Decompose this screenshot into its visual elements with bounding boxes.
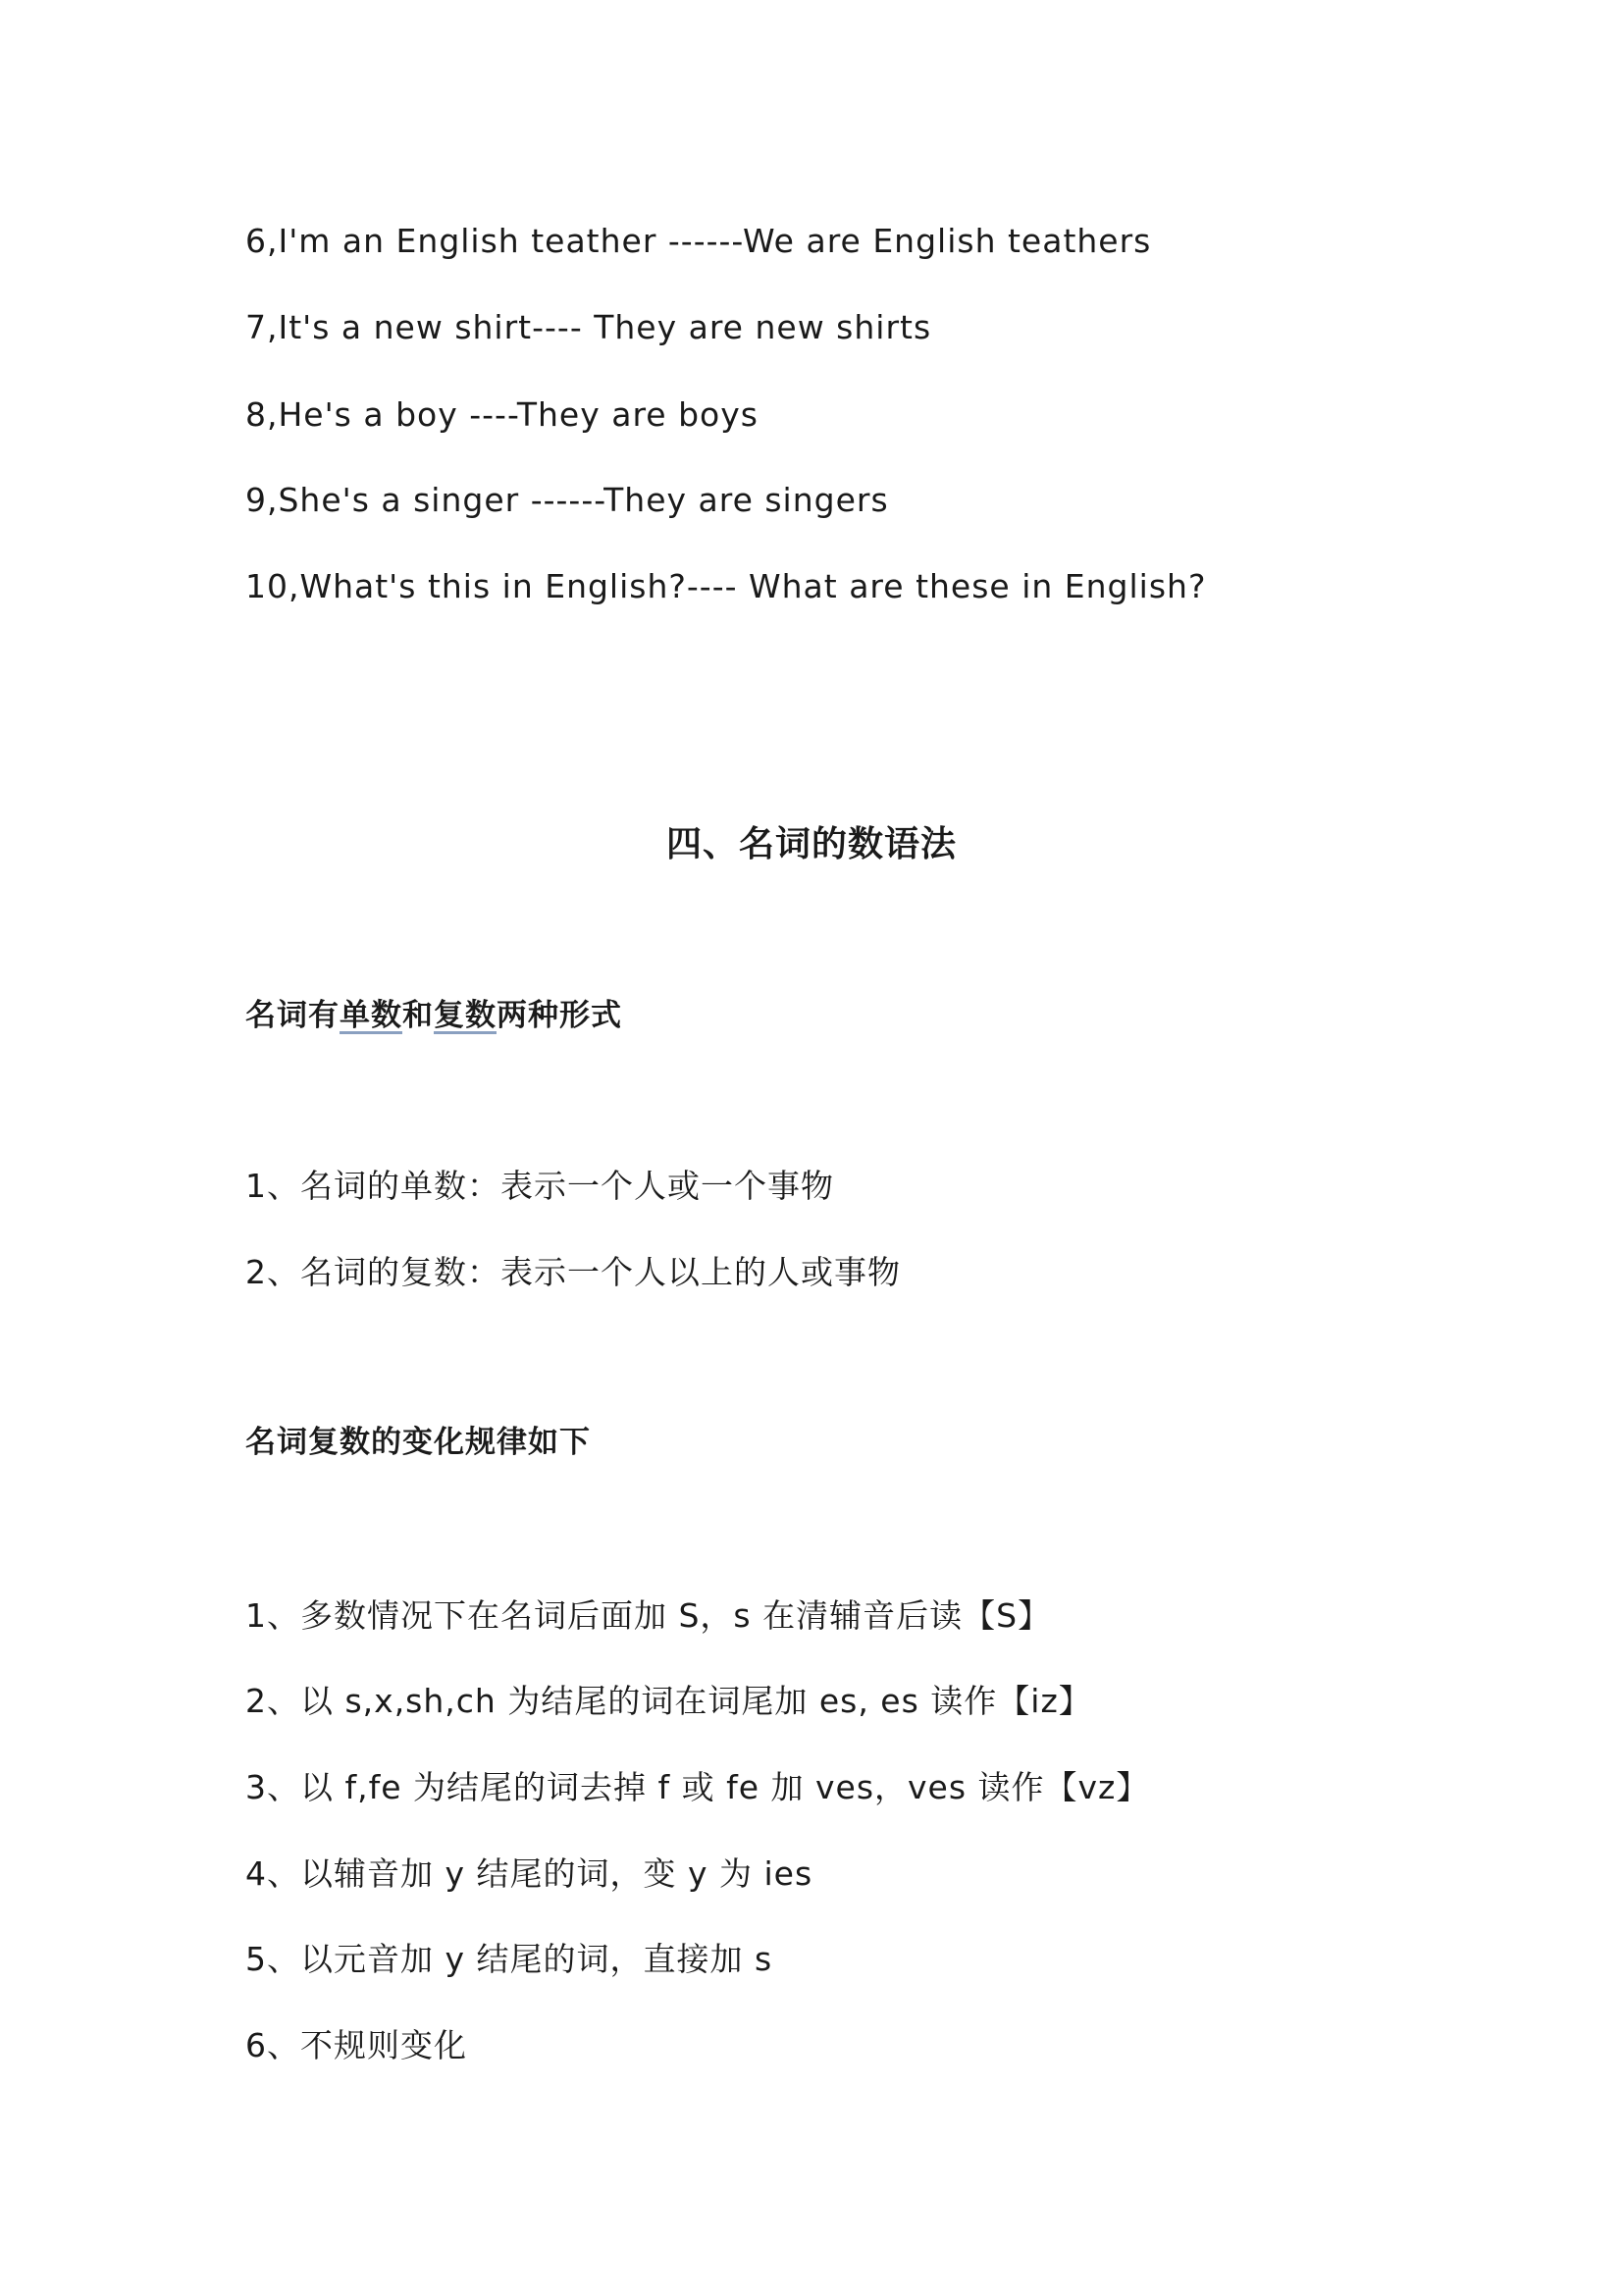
intro-part2: 和 — [402, 998, 434, 1033]
section-intro — [245, 996, 622, 1035]
sentence-line: 10,What's this in English?---- What are these in English? — [245, 567, 1207, 605]
section-title: 四、名词的数语法 — [665, 824, 957, 864]
intro-singular: 单数 — [340, 998, 402, 1033]
definition-line: 1、名词的单数：表示一个人或一个事物 — [245, 1167, 834, 1205]
rule-line: 6、不规则变化 — [245, 2026, 467, 2064]
sentence-line: 6,I'm an English teather ------We are English teathers — [245, 222, 1152, 260]
rule-line: 3、以 f,fe 为结尾的词去掉 f 或 fe 加 ves，ves 读作【vz】 — [245, 1768, 1150, 1806]
rule-line: 1、多数情况下在名词后面加 S，s 在清辅音后读【S】 — [245, 1596, 1052, 1635]
rules-heading: 名词复数的变化规律如下 — [245, 1425, 591, 1460]
rule-line: 4、以辅音加 y 结尾的词，变 y 为 ies — [245, 1854, 813, 1893]
sentence-line: 8,He's a boy ----They are boys — [245, 395, 759, 434]
intro-plural: 复数 — [434, 998, 497, 1033]
intro-part1: 名词有 — [245, 998, 340, 1033]
intro-part3: 两种形式 — [497, 998, 622, 1033]
rule-line: 2、以 s,x,sh,ch 为结尾的词在词尾加 es, es 读作【iz】 — [245, 1682, 1092, 1720]
sentence-line: 9,She's a singer ------They are singers — [245, 481, 889, 519]
rule-line: 5、以元音加 y 结尾的词，直接加 s — [245, 1940, 773, 1978]
definition-line: 2、名词的复数：表示一个人以上的人或事物 — [245, 1253, 901, 1291]
sentence-line: 7,It's a new shirt---- They are new shirts — [245, 308, 932, 346]
